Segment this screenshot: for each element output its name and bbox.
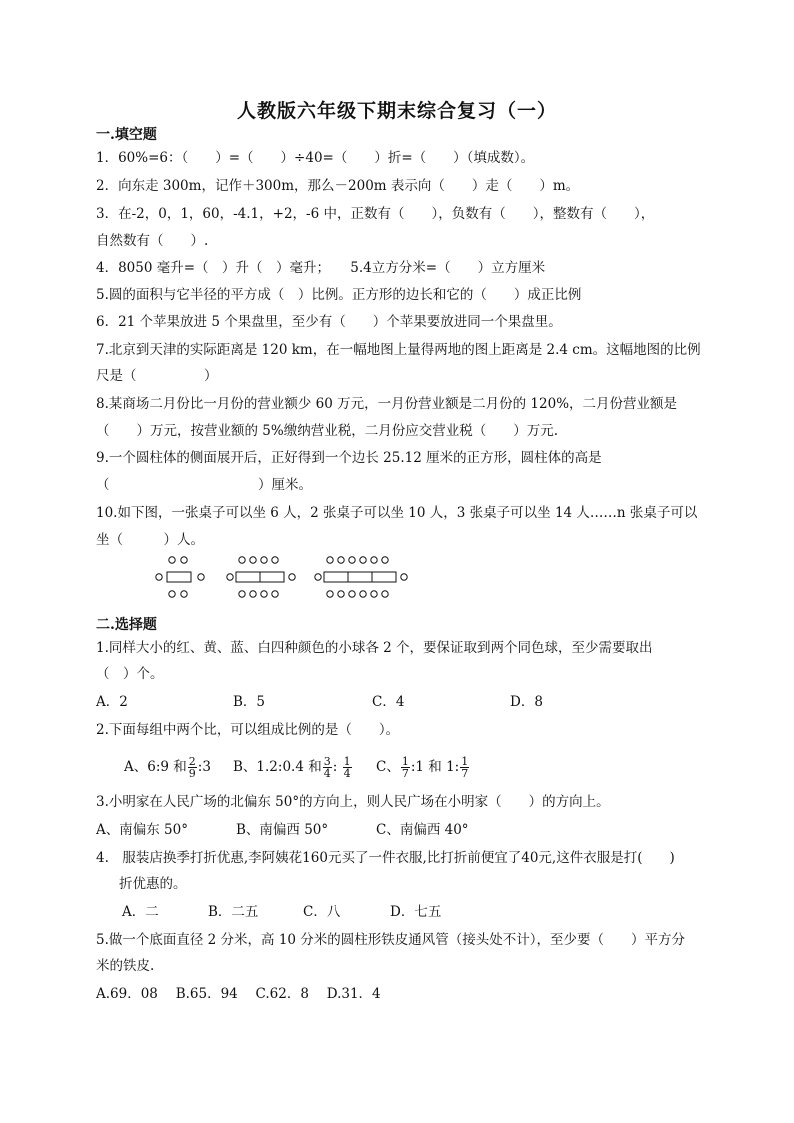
one-table-group bbox=[156, 557, 204, 597]
choice-2-option-a: A、6:9 和 $\frac{2}{9}$ :3 bbox=[124, 755, 211, 780]
choice-4-option-c: C．八 bbox=[303, 904, 341, 920]
question-1-3-cont: 自然数有（ ）. bbox=[96, 233, 209, 249]
fraction: $\frac{1}{7}$ bbox=[461, 755, 469, 780]
fraction: $\frac{3}{4}$ bbox=[323, 755, 331, 780]
fraction: $\frac{2}{9}$ bbox=[188, 755, 196, 780]
choice-1-option-c: C．4 bbox=[372, 694, 405, 710]
question-1-5: 5.圆的面积与它半径的平方成（ ）比例。正方形的边长和它的（ ）成正比例 bbox=[96, 287, 582, 303]
choice-5-options: A.69．08 B.65．94 C.62．8 D.31．4 bbox=[96, 986, 381, 1002]
question-1-9-cont: （ ）厘米。 bbox=[96, 477, 312, 493]
choice-3: 3.小明家在人民广场的北偏东 50°的方向上，则人民广场在小明家（ ）的方向上。 bbox=[96, 794, 610, 810]
choice-1-option-b: B．5 bbox=[233, 694, 266, 710]
question-1-4: 4．8050 毫升=（ ）升（ ）毫升； 5.4立方分米=（ ）立方厘米 bbox=[96, 260, 546, 276]
question-1-3: 3．在-2，0，1，60，-4.1，+2，-6 中，正数有（ ），负数有（ ），整数有（ ）， bbox=[96, 206, 655, 222]
choice-5: 5.做一个底面直径 2 分米，高 10 分米的圆柱形铁皮通风管（接头处不计），至少要（ ）平方分 bbox=[96, 932, 686, 948]
choice-1-cont: （ ）个。 bbox=[96, 666, 164, 682]
three-tables-group bbox=[315, 557, 407, 597]
choice-4-cont: 折优惠的。 bbox=[119, 876, 187, 892]
choice-3-option-a: A、南偏东 50° bbox=[96, 822, 188, 838]
question-1-10-cont: 坐（ ）人。 bbox=[96, 532, 204, 548]
page-title: 人教版六年级下期末综合复习（一） bbox=[236, 100, 557, 122]
question-1-2: 2．向东走 300m，记作＋300m，那么－200m 表示向（ ）走（ ）m。 bbox=[96, 178, 580, 194]
question-1-8-cont: （ ）万元，按营业额的 5%缴纳营业税，二月份应交营业税（ ）万元. bbox=[96, 423, 558, 439]
question-1-7: 7.北京到天津的实际距离是 120 km，在一幅地图上量得两地的图上距离是 2.4 cm。这幅地图的比例 bbox=[96, 342, 701, 358]
choice-3-option-c: C、南偏西 40° bbox=[376, 822, 469, 838]
choice-1-option-d: D．8 bbox=[510, 694, 543, 710]
choice-2: 2.下面每组中两个比，可以组成比例的是（ ）。 bbox=[96, 722, 400, 738]
question-1-7-cont: 尺是（ ） bbox=[96, 368, 218, 384]
question-1-1: 1．60%=6：（ ）=（ ）÷40=（ ）折=（ ）（填成数）。 bbox=[96, 150, 535, 166]
section-heading-fill-in: 一.填空题 bbox=[96, 127, 157, 143]
question-1-6: 6．21 个苹果放进 5 个果盘里，至少有（ ）个苹果要放进同一个果盘里。 bbox=[96, 314, 562, 330]
section-heading-choice: 二.选择题 bbox=[96, 617, 157, 633]
choice-4: 4. 服装店换季打折优惠,李阿姨花160元买了一件衣服,比打折前便宜了40元,这件衣服是打( ) bbox=[96, 850, 675, 866]
two-tables-group bbox=[227, 557, 295, 597]
choice-1: 1.同样大小的红、黄、蓝、白四种颜色的小球各 2 个，要保证取到两个同色球，至少需要取出 bbox=[96, 640, 653, 656]
fraction: $\frac{1}{7}$ bbox=[401, 755, 409, 780]
choice-3-option-b: B、南偏西 50° bbox=[236, 822, 329, 838]
question-1-8: 8.某商场二月份比一月份的营业额少 60 万元，一月份营业额是二月份的 120%，二月份营业额是 bbox=[96, 396, 678, 412]
choice-2-option-c: C、 $\frac{1}{7}$ :1 和 1: $\frac{1}{7}$ bbox=[376, 755, 469, 780]
tables-seating-figure bbox=[150, 552, 420, 602]
fraction: $\frac{1}{4}$ bbox=[343, 755, 351, 780]
question-1-9: 9.一个圆柱体的侧面展开后，正好得到一个边长 25.12 厘米的正方形，圆柱体的高是 bbox=[96, 450, 602, 466]
choice-2-option-b: B、1.2:0.4 和 $\frac{3}{4}$ : $\frac{1}{4}$ bbox=[233, 755, 351, 780]
choice-4-option-a: A．二 bbox=[122, 904, 159, 920]
choice-1-option-a: A．2 bbox=[96, 694, 128, 710]
choice-5-cont: 米的铁皮. bbox=[96, 958, 155, 974]
choice-4-option-b: B．二五 bbox=[208, 904, 259, 920]
choice-4-option-d: D．七五 bbox=[390, 904, 442, 920]
question-1-10: 10.如下图，一张桌子可以坐 6 人，2 张桌子可以坐 10 人，3 张桌子可以坐 14 人……n 张桌子可以 bbox=[96, 505, 698, 521]
